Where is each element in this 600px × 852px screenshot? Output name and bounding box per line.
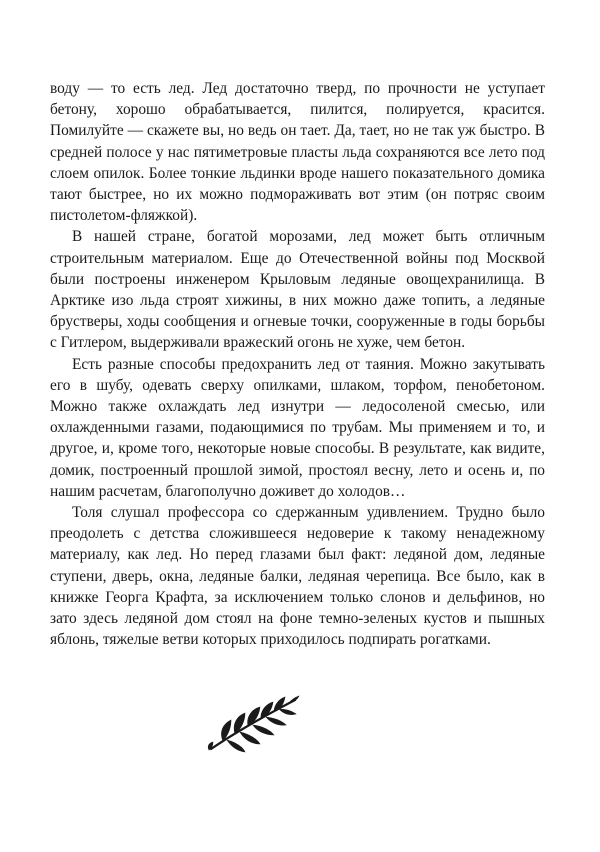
laurel-branch-icon <box>205 694 300 754</box>
paragraph-4: Толя слушал профессора со сдержанным удивлением. Трудно было преодолеть с детства сложившееся недоверие к такому ненадежному материалу, как лед. Но перед глазами был факт: ледяной дом, ледяные ступени, дверь, окна, ледяные балки, ледяная черепица. Все было, как в книжке Георга Крафта, за исключением только слонов и дельфинов, но зато здесь ледяной дом стоял на фоне темно-зеленых кустов и пышных яблонь, тяжелые ветви которых приходилось подпирать рогатками. <box>50 504 545 649</box>
page-body <box>50 78 545 650</box>
paragraph-2: В нашей стране, богатой морозами, лед может быть отличным строительным материалом. Еще до Отечественной войны под Москвой были построены инженером Крыловым ледяные овощехранилища. В Арктике изо льда строят хижины, в них можно даже топить, а ледяные брустверы, ходы сообщения и огневые точки, сооруженные в годы борьбы с Гитлером, выдерживали вражеский огонь не хуже, чем бетон. <box>50 228 545 352</box>
paragraph-1: воду — то есть лед. Лед достаточно тверд, по прочности не уступает бетону, хорошо обрабатывается, пилится, полируется, красится. Помилуйте — скажете вы, но ведь он тает. Да, тает, но не так уж быстро. В средней полосе у нас пятиметровые пласты льда сохраняются все лето под слоем опилок. Более тонкие льдинки вроде нашего показательного домика тают быстрее, но их можно подмораживать вот этим (он потряс своим пистолетом-фляжкой). <box>50 80 545 225</box>
paragraph-3: Есть разные способы предохранить лед от таяния. Можно закутывать его в шубу, одевать сверху опилками, шлаком, торфом, пенобетоном. Можно также охлаждать лед изнутри — ледосоленой смесью, или охлажденными газами, подающимися по трубам. Мы применяем и то, и другое, и, кроме того, некоторые новые способы. В результате, как видите, домик, построенный прошлой зимой, простоял весну, лето и осень и, по нашим расчетам, благополучно доживет до холодов… <box>50 355 545 500</box>
